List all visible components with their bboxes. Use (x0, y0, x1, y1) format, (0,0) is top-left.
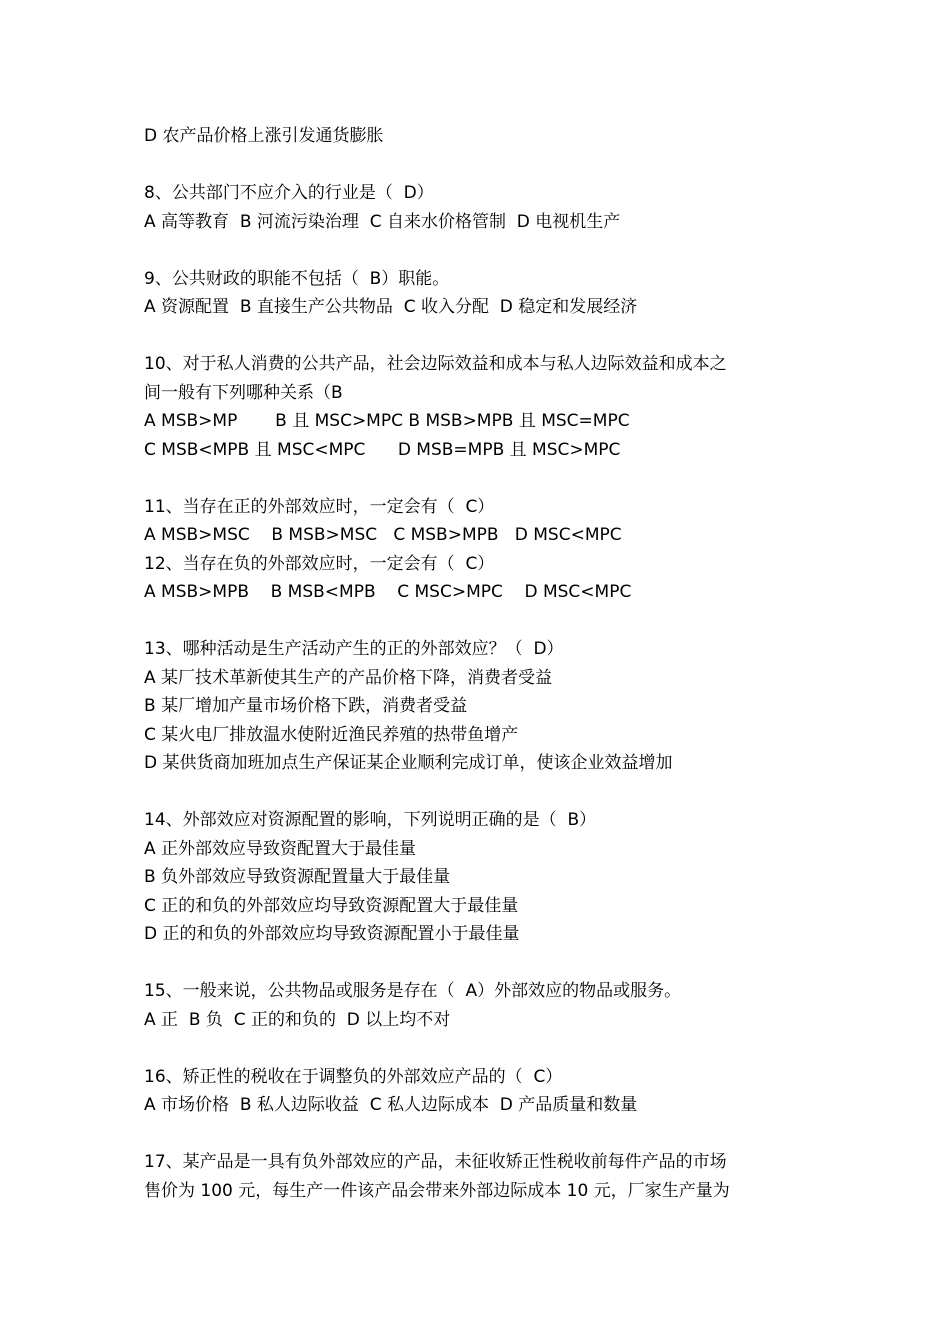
text-line: A 正 B 负 C 正的和负的 D 以上均不对 (144, 1009, 451, 1030)
text-line: C MSB<MPB 且 MSC<MPC D MSB=MPB 且 MSC>MPC (144, 439, 621, 460)
text-line: 13、哪种活动是生产活动产生的正的外部效应？（ D） (144, 639, 564, 659)
text-line: D 正的和负的外部效应均导致资源配置小于最佳量 (144, 924, 520, 944)
text-line: A 某厂技术革新使其生产的产品价格下降，消费者受益 (144, 667, 553, 688)
text-line: B 负外部效应导致资源配置量大于最佳量 (144, 867, 451, 887)
text-line: 12、当存在负的外部效应时，一定会有（ C） (144, 553, 495, 574)
document-page (144, 122, 824, 1205)
text-line: 11、当存在正的外部效应时，一定会有（ C） (144, 496, 495, 517)
text-line: 17、某产品是一具有负外部效应的产品，未征收矫正性税收前每件产品的市场 (144, 1152, 727, 1172)
text-line: 14、外部效应对资源配置的影响，下列说明正确的是（ B） (144, 810, 597, 830)
text-line: 15、一般来说，公共物品或服务是存在（ A）外部效应的物品或服务。 (144, 981, 682, 1001)
paragraph-gap (144, 322, 824, 351)
text-line: A 高等教育 B 河流污染治理 C 自来水价格管制 D 电视机生产 (144, 211, 621, 232)
paragraph-gap (144, 1034, 824, 1063)
paragraph-gap (144, 607, 824, 636)
question-block (144, 635, 824, 778)
question-block (144, 806, 824, 949)
paragraph-gap (144, 1120, 824, 1149)
text-line: D 农产品价格上涨引发通货膨胀 (144, 126, 384, 146)
text-line: A MSB>MP B 且 MSC>MPC B MSB>MPB 且 MSC=MPC (144, 411, 630, 431)
paragraph-gap (144, 151, 824, 180)
paragraph-gap (144, 464, 824, 493)
text-line: 售价为 100 元，每生产一件该产品会带来外部边际成本 10 元，厂家生产量为 (144, 1180, 730, 1201)
text-line: 16、矫正性的税收在于调整负的外部效应产品的（ C） (144, 1066, 563, 1087)
text-line: A MSB>MSC B MSB>MSC C MSB>MPB D MSC<MPC (144, 525, 622, 545)
question-block (144, 265, 824, 322)
text-line: D 某供货商加班加点生产保证某企业顺利完成订单，使该企业效益增加 (144, 753, 673, 773)
text-line: 9、公共财政的职能不包括（ B）职能。 (144, 268, 450, 289)
paragraph-gap (144, 949, 824, 978)
question-block (144, 977, 824, 1034)
question-block (144, 179, 824, 236)
text-line: 8、公共部门不应介入的行业是（ D） (144, 183, 434, 203)
text-line: A 市场价格 B 私人边际收益 C 私人边际成本 D 产品质量和数量 (144, 1095, 638, 1115)
question-block (144, 1148, 824, 1205)
question-block (144, 122, 824, 151)
question-block (144, 1063, 824, 1120)
text-line: 10、对于私人消费的公共产品，社会边际效益和成本与私人边际效益和成本之 (144, 354, 727, 374)
question-block (144, 493, 824, 607)
question-block (144, 350, 824, 464)
text-line: B 某厂增加产量市场价格下跌，消费者受益 (144, 696, 468, 716)
text-line: 间一般有下列哪种关系（B (144, 382, 343, 403)
text-line: C 某火电厂排放温水使附近渔民养殖的热带鱼增产 (144, 724, 519, 745)
text-line: A 资源配置 B 直接生产公共物品 C 收入分配 D 稳定和发展经济 (144, 297, 638, 317)
paragraph-gap (144, 236, 824, 265)
text-line: A 正外部效应导致资配置大于最佳量 (144, 838, 417, 859)
text-line: A MSB>MPB B MSB<MPB C MSC>MPC D MSC<MPC (144, 582, 632, 602)
paragraph-gap (144, 778, 824, 807)
text-line: C 正的和负的外部效应均导致资源配置大于最佳量 (144, 895, 519, 916)
